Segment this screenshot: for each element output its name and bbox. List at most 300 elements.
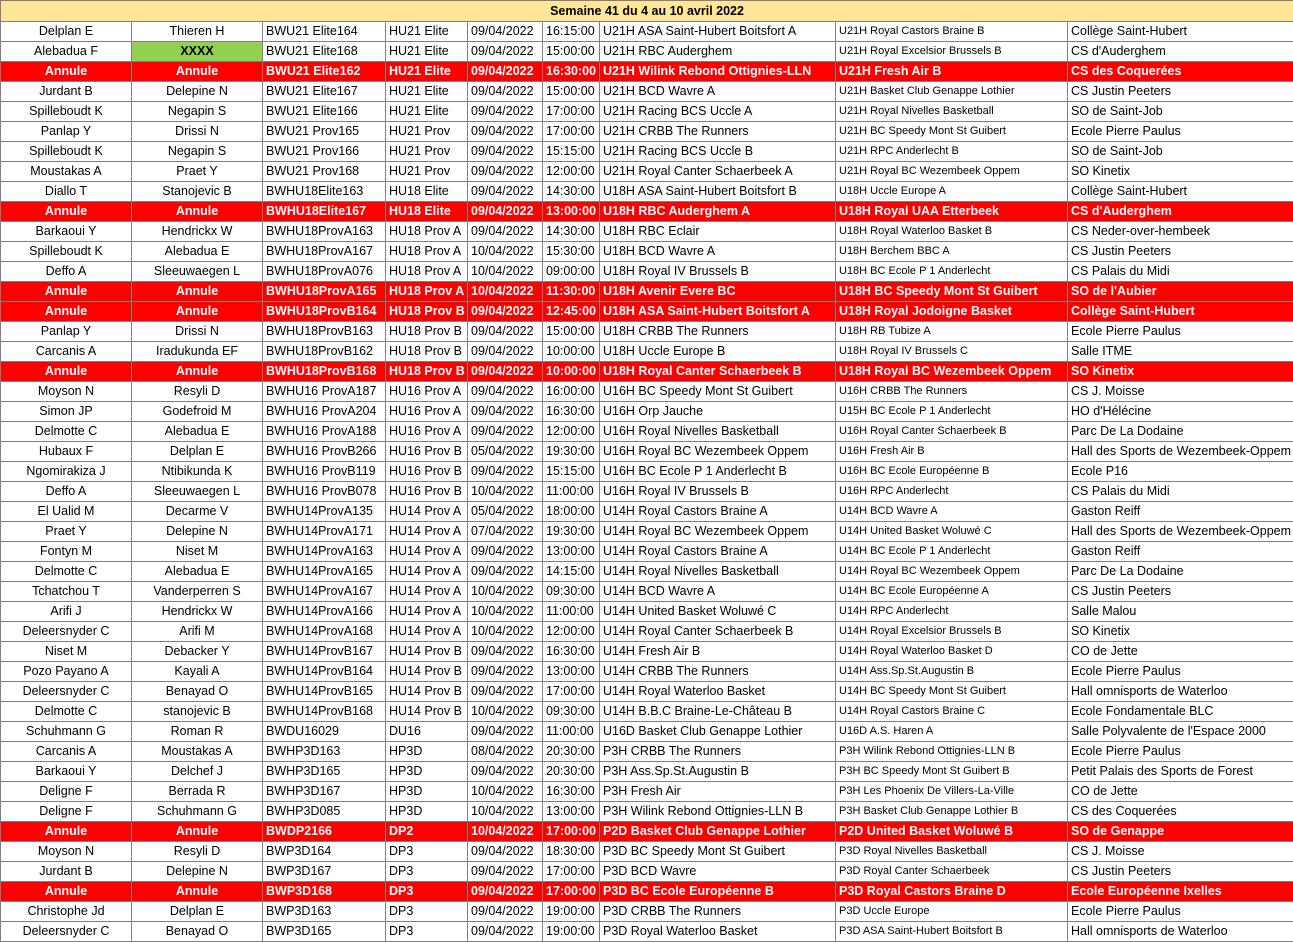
away-team-cell[interactable]: U14H BC Ecole P 1 Anderlecht bbox=[836, 542, 1068, 562]
time-cell[interactable]: 17:00:00 bbox=[543, 682, 600, 702]
division-cell[interactable]: HU21 Prov bbox=[386, 122, 468, 142]
referee-2-cell[interactable]: Berrada R bbox=[132, 782, 263, 802]
referee-1-cell[interactable]: Moyson N bbox=[1, 842, 132, 862]
date-cell[interactable]: 09/04/2022 bbox=[468, 862, 543, 882]
division-cell[interactable]: HU18 Prov A bbox=[386, 262, 468, 282]
referee-1-cell[interactable]: Panlap Y bbox=[1, 322, 132, 342]
referee-1-cell[interactable]: Spilleboudt K bbox=[1, 102, 132, 122]
match-code-cell[interactable]: BWDU16029 bbox=[263, 722, 386, 742]
referee-2-cell[interactable]: Drissi N bbox=[132, 122, 263, 142]
date-cell[interactable]: 10/04/2022 bbox=[468, 702, 543, 722]
match-code-cell[interactable]: BWHU14ProvA168 bbox=[263, 622, 386, 642]
date-cell[interactable]: 09/04/2022 bbox=[468, 82, 543, 102]
referee-2-cell[interactable]: Niset M bbox=[132, 542, 263, 562]
referee-1-cell[interactable]: Fontyn M bbox=[1, 542, 132, 562]
referee-2-cell[interactable]: Thieren H bbox=[132, 22, 263, 42]
away-team-cell[interactable]: U16D A.S. Haren A bbox=[836, 722, 1068, 742]
referee-2-cell[interactable]: Vanderperren S bbox=[132, 582, 263, 602]
referee-2-cell[interactable]: Decarme V bbox=[132, 502, 263, 522]
time-cell[interactable]: 10:00:00 bbox=[543, 362, 600, 382]
time-cell[interactable]: 11:00:00 bbox=[543, 602, 600, 622]
away-team-cell[interactable]: P3D Royal Castors Braine D bbox=[836, 882, 1068, 902]
venue-cell[interactable]: Collège Saint-Hubert bbox=[1068, 302, 1293, 322]
date-cell[interactable]: 07/04/2022 bbox=[468, 522, 543, 542]
referee-2-cell[interactable]: Delepine N bbox=[132, 522, 263, 542]
referee-1-cell[interactable]: Annule bbox=[1, 302, 132, 322]
venue-cell[interactable]: SO de Genappe bbox=[1068, 822, 1293, 842]
division-cell[interactable]: HU16 Prov A bbox=[386, 422, 468, 442]
match-code-cell[interactable]: BWHU18ProvA165 bbox=[263, 282, 386, 302]
time-cell[interactable]: 15:00:00 bbox=[543, 42, 600, 62]
time-cell[interactable]: 17:00:00 bbox=[543, 862, 600, 882]
time-cell[interactable]: 16:00:00 bbox=[543, 382, 600, 402]
date-cell[interactable]: 10/04/2022 bbox=[468, 582, 543, 602]
division-cell[interactable]: HU14 Prov A bbox=[386, 562, 468, 582]
time-cell[interactable]: 11:00:00 bbox=[543, 482, 600, 502]
division-cell[interactable]: HU21 Elite bbox=[386, 42, 468, 62]
date-cell[interactable]: 05/04/2022 bbox=[468, 442, 543, 462]
referee-1-cell[interactable]: Arifi J bbox=[1, 602, 132, 622]
date-cell[interactable]: 09/04/2022 bbox=[468, 922, 543, 942]
division-cell[interactable]: HP3D bbox=[386, 762, 468, 782]
division-cell[interactable]: DP3 bbox=[386, 842, 468, 862]
referee-2-cell[interactable]: Sleeuwaegen L bbox=[132, 262, 263, 282]
division-cell[interactable]: HU21 Prov bbox=[386, 142, 468, 162]
away-team-cell[interactable]: U21H Fresh Air B bbox=[836, 62, 1068, 82]
referee-1-cell[interactable]: Moyson N bbox=[1, 382, 132, 402]
home-team-cell[interactable]: U21H RBC Auderghem bbox=[600, 42, 836, 62]
venue-cell[interactable]: SO de Saint-Job bbox=[1068, 142, 1293, 162]
home-team-cell[interactable]: P3D BCD Wavre bbox=[600, 862, 836, 882]
date-cell[interactable]: 09/04/2022 bbox=[468, 902, 543, 922]
referee-2-cell[interactable]: Delepine N bbox=[132, 82, 263, 102]
match-code-cell[interactable]: BWU21 Prov168 bbox=[263, 162, 386, 182]
venue-cell[interactable]: Collège Saint-Hubert bbox=[1068, 182, 1293, 202]
away-team-cell[interactable]: U21H Royal Excelsior Brussels B bbox=[836, 42, 1068, 62]
venue-cell[interactable]: Petit Palais des Sports de Forest bbox=[1068, 762, 1293, 782]
division-cell[interactable]: HU16 Prov B bbox=[386, 462, 468, 482]
time-cell[interactable]: 16:30:00 bbox=[543, 782, 600, 802]
referee-2-cell[interactable]: Benayad O bbox=[132, 922, 263, 942]
division-cell[interactable]: HU21 Elite bbox=[386, 82, 468, 102]
home-team-cell[interactable]: P3D BC Ecole Européenne B bbox=[600, 882, 836, 902]
home-team-cell[interactable]: U18H BCD Wavre A bbox=[600, 242, 836, 262]
referee-1-cell[interactable]: Tchatchou T bbox=[1, 582, 132, 602]
date-cell[interactable]: 09/04/2022 bbox=[468, 562, 543, 582]
date-cell[interactable]: 10/04/2022 bbox=[468, 482, 543, 502]
match-code-cell[interactable]: BWHU16 ProvA188 bbox=[263, 422, 386, 442]
venue-cell[interactable]: Hall omnisports de Waterloo bbox=[1068, 682, 1293, 702]
home-team-cell[interactable]: U21H BCD Wavre A bbox=[600, 82, 836, 102]
home-team-cell[interactable]: U16H Royal IV Brussels B bbox=[600, 482, 836, 502]
date-cell[interactable]: 10/04/2022 bbox=[468, 602, 543, 622]
match-code-cell[interactable]: BWHU16 ProvA187 bbox=[263, 382, 386, 402]
referee-1-cell[interactable]: Barkaoui Y bbox=[1, 762, 132, 782]
home-team-cell[interactable]: U16H BC Speedy Mont St Guibert bbox=[600, 382, 836, 402]
referee-2-cell[interactable]: Arifi M bbox=[132, 622, 263, 642]
division-cell[interactable]: HP3D bbox=[386, 742, 468, 762]
date-cell[interactable]: 09/04/2022 bbox=[468, 342, 543, 362]
home-team-cell[interactable]: U21H Royal Canter Schaerbeek A bbox=[600, 162, 836, 182]
date-cell[interactable]: 09/04/2022 bbox=[468, 682, 543, 702]
referee-1-cell[interactable]: Annule bbox=[1, 362, 132, 382]
time-cell[interactable]: 12:00:00 bbox=[543, 422, 600, 442]
referee-2-cell[interactable]: Annule bbox=[132, 282, 263, 302]
referee-1-cell[interactable]: Deleersnyder C bbox=[1, 682, 132, 702]
match-code-cell[interactable]: BWU21 Elite168 bbox=[263, 42, 386, 62]
away-team-cell[interactable]: U14H Royal Waterloo Basket D bbox=[836, 642, 1068, 662]
home-team-cell[interactable]: U16H BC Ecole P 1 Anderlecht B bbox=[600, 462, 836, 482]
division-cell[interactable]: HP3D bbox=[386, 802, 468, 822]
division-cell[interactable]: HU18 Prov A bbox=[386, 242, 468, 262]
home-team-cell[interactable]: U16H Royal BC Wezembeek Oppem bbox=[600, 442, 836, 462]
referee-2-cell[interactable]: Stanojevic B bbox=[132, 182, 263, 202]
referee-2-cell[interactable]: Resyli D bbox=[132, 842, 263, 862]
time-cell[interactable]: 12:00:00 bbox=[543, 622, 600, 642]
referee-2-cell[interactable]: Annule bbox=[132, 202, 263, 222]
date-cell[interactable]: 09/04/2022 bbox=[468, 22, 543, 42]
home-team-cell[interactable]: U16D Basket Club Genappe Lothier bbox=[600, 722, 836, 742]
venue-cell[interactable]: Ecole P16 bbox=[1068, 462, 1293, 482]
match-code-cell[interactable]: BWHU18Elite163 bbox=[263, 182, 386, 202]
date-cell[interactable]: 09/04/2022 bbox=[468, 162, 543, 182]
referee-1-cell[interactable]: Annule bbox=[1, 882, 132, 902]
venue-cell[interactable]: Ecole Pierre Paulus bbox=[1068, 322, 1293, 342]
home-team-cell[interactable]: U21H Wilink Rebond Ottignies-LLN bbox=[600, 62, 836, 82]
match-code-cell[interactable]: BWP3D164 bbox=[263, 842, 386, 862]
division-cell[interactable]: HU18 Prov A bbox=[386, 282, 468, 302]
time-cell[interactable]: 18:30:00 bbox=[543, 842, 600, 862]
referee-1-cell[interactable]: Simon JP bbox=[1, 402, 132, 422]
home-team-cell[interactable]: P3H Ass.Sp.St.Augustin B bbox=[600, 762, 836, 782]
referee-2-cell[interactable]: Hendrickx W bbox=[132, 602, 263, 622]
away-team-cell[interactable]: P3D Royal Nivelles Basketball bbox=[836, 842, 1068, 862]
time-cell[interactable]: 09:30:00 bbox=[543, 702, 600, 722]
referee-2-cell[interactable]: Hendrickx W bbox=[132, 222, 263, 242]
date-cell[interactable]: 09/04/2022 bbox=[468, 762, 543, 782]
home-team-cell[interactable]: P3H CRBB The Runners bbox=[600, 742, 836, 762]
time-cell[interactable]: 11:30:00 bbox=[543, 282, 600, 302]
away-team-cell[interactable]: U14H Royal Excelsior Brussels B bbox=[836, 622, 1068, 642]
match-code-cell[interactable]: BWP3D168 bbox=[263, 882, 386, 902]
referee-2-cell[interactable]: Delplan E bbox=[132, 442, 263, 462]
venue-cell[interactable]: CS Justin Peeters bbox=[1068, 82, 1293, 102]
time-cell[interactable]: 14:30:00 bbox=[543, 222, 600, 242]
home-team-cell[interactable]: U14H Royal Nivelles Basketball bbox=[600, 562, 836, 582]
division-cell[interactable]: DP2 bbox=[386, 822, 468, 842]
away-team-cell[interactable]: U18H RB Tubize A bbox=[836, 322, 1068, 342]
referee-1-cell[interactable]: Schuhmann G bbox=[1, 722, 132, 742]
division-cell[interactable]: HU16 Prov B bbox=[386, 442, 468, 462]
home-team-cell[interactable]: U18H RBC Eclair bbox=[600, 222, 836, 242]
venue-cell[interactable]: Ecole Pierre Paulus bbox=[1068, 122, 1293, 142]
time-cell[interactable]: 13:00:00 bbox=[543, 802, 600, 822]
time-cell[interactable]: 15:15:00 bbox=[543, 462, 600, 482]
division-cell[interactable]: DP3 bbox=[386, 902, 468, 922]
referee-1-cell[interactable]: Spilleboudt K bbox=[1, 242, 132, 262]
away-team-cell[interactable]: U18H Uccle Europe A bbox=[836, 182, 1068, 202]
date-cell[interactable]: 09/04/2022 bbox=[468, 722, 543, 742]
referee-1-cell[interactable]: Panlap Y bbox=[1, 122, 132, 142]
away-team-cell[interactable]: U18H Royal UAA Etterbeek bbox=[836, 202, 1068, 222]
home-team-cell[interactable]: U18H Avenir Evere BC bbox=[600, 282, 836, 302]
away-team-cell[interactable]: U14H Ass.Sp.St.Augustin B bbox=[836, 662, 1068, 682]
date-cell[interactable]: 09/04/2022 bbox=[468, 62, 543, 82]
date-cell[interactable]: 09/04/2022 bbox=[468, 382, 543, 402]
home-team-cell[interactable]: U18H Royal Canter Schaerbeek B bbox=[600, 362, 836, 382]
match-code-cell[interactable]: BWHU18ProvB164 bbox=[263, 302, 386, 322]
referee-2-cell[interactable]: Resyli D bbox=[132, 382, 263, 402]
away-team-cell[interactable]: U21H BC Speedy Mont St Guibert bbox=[836, 122, 1068, 142]
referee-1-cell[interactable]: Praet Y bbox=[1, 522, 132, 542]
home-team-cell[interactable]: U18H Royal IV Brussels B bbox=[600, 262, 836, 282]
time-cell[interactable]: 18:00:00 bbox=[543, 502, 600, 522]
home-team-cell[interactable]: U14H Fresh Air B bbox=[600, 642, 836, 662]
referee-2-cell[interactable]: Annule bbox=[132, 882, 263, 902]
referee-1-cell[interactable]: Delmotte C bbox=[1, 422, 132, 442]
home-team-cell[interactable]: U14H BCD Wavre A bbox=[600, 582, 836, 602]
date-cell[interactable]: 10/04/2022 bbox=[468, 802, 543, 822]
away-team-cell[interactable]: U14H RPC Anderlecht bbox=[836, 602, 1068, 622]
away-team-cell[interactable]: U16H RPC Anderlecht bbox=[836, 482, 1068, 502]
home-team-cell[interactable]: U14H CRBB The Runners bbox=[600, 662, 836, 682]
venue-cell[interactable]: SO de Saint-Job bbox=[1068, 102, 1293, 122]
home-team-cell[interactable]: U14H Royal BC Wezembeek Oppem bbox=[600, 522, 836, 542]
match-code-cell[interactable]: BWHP3D163 bbox=[263, 742, 386, 762]
referee-2-cell[interactable]: Schuhmann G bbox=[132, 802, 263, 822]
venue-cell[interactable]: Ecole Fondamentale BLC bbox=[1068, 702, 1293, 722]
away-team-cell[interactable]: U18H Royal Waterloo Basket B bbox=[836, 222, 1068, 242]
referee-2-cell[interactable]: Delchef J bbox=[132, 762, 263, 782]
home-team-cell[interactable]: U14H Royal Castors Braine A bbox=[600, 542, 836, 562]
venue-cell[interactable]: CS Palais du Midi bbox=[1068, 262, 1293, 282]
division-cell[interactable]: HU18 Prov B bbox=[386, 342, 468, 362]
venue-cell[interactable]: Ecole Pierre Paulus bbox=[1068, 742, 1293, 762]
away-team-cell[interactable]: U18H Royal BC Wezembeek Oppem bbox=[836, 362, 1068, 382]
date-cell[interactable]: 10/04/2022 bbox=[468, 242, 543, 262]
venue-cell[interactable]: CS J. Moisse bbox=[1068, 842, 1293, 862]
division-cell[interactable]: HU14 Prov B bbox=[386, 642, 468, 662]
referee-1-cell[interactable]: Moustakas A bbox=[1, 162, 132, 182]
division-cell[interactable]: HU14 Prov B bbox=[386, 662, 468, 682]
home-team-cell[interactable]: U14H Royal Castors Braine A bbox=[600, 502, 836, 522]
away-team-cell[interactable]: U21H Basket Club Genappe Lothier bbox=[836, 82, 1068, 102]
venue-cell[interactable]: Salle ITME bbox=[1068, 342, 1293, 362]
date-cell[interactable]: 09/04/2022 bbox=[468, 842, 543, 862]
away-team-cell[interactable]: U18H BC Speedy Mont St Guibert bbox=[836, 282, 1068, 302]
match-code-cell[interactable]: BWHU18ProvB162 bbox=[263, 342, 386, 362]
venue-cell[interactable]: Hall omnisports de Waterloo bbox=[1068, 922, 1293, 942]
venue-cell[interactable]: CS Justin Peeters bbox=[1068, 862, 1293, 882]
date-cell[interactable]: 10/04/2022 bbox=[468, 822, 543, 842]
time-cell[interactable]: 13:00:00 bbox=[543, 662, 600, 682]
away-team-cell[interactable]: U18H Berchem BBC A bbox=[836, 242, 1068, 262]
referee-1-cell[interactable]: Deligne F bbox=[1, 782, 132, 802]
home-team-cell[interactable]: U14H B.B.C Braine-Le-Château B bbox=[600, 702, 836, 722]
away-team-cell[interactable]: U16H BC Ecole Européenne B bbox=[836, 462, 1068, 482]
away-team-cell[interactable]: U18H BC Ecole P 1 Anderlecht bbox=[836, 262, 1068, 282]
referee-2-cell[interactable]: Negapin S bbox=[132, 102, 263, 122]
away-team-cell[interactable]: U18H Royal Jodoigne Basket bbox=[836, 302, 1068, 322]
away-team-cell[interactable]: U21H Royal BC Wezembeek Oppem bbox=[836, 162, 1068, 182]
away-team-cell[interactable]: U18H Royal IV Brussels C bbox=[836, 342, 1068, 362]
referee-1-cell[interactable]: Deleersnyder C bbox=[1, 622, 132, 642]
home-team-cell[interactable]: U18H Uccle Europe B bbox=[600, 342, 836, 362]
division-cell[interactable]: HU18 Prov A bbox=[386, 222, 468, 242]
time-cell[interactable]: 17:00:00 bbox=[543, 882, 600, 902]
venue-cell[interactable]: SO de l'Aubier bbox=[1068, 282, 1293, 302]
away-team-cell[interactable]: P3H Wilink Rebond Ottignies-LLN B bbox=[836, 742, 1068, 762]
venue-cell[interactable]: CS d'Auderghem bbox=[1068, 42, 1293, 62]
match-code-cell[interactable]: BWHU16 ProvB119 bbox=[263, 462, 386, 482]
venue-cell[interactable]: Parc De La Dodaine bbox=[1068, 422, 1293, 442]
match-code-cell[interactable]: BWHU14ProvB168 bbox=[263, 702, 386, 722]
time-cell[interactable]: 09:30:00 bbox=[543, 582, 600, 602]
match-code-cell[interactable]: BWU21 Elite166 bbox=[263, 102, 386, 122]
division-cell[interactable]: HU18 Elite bbox=[386, 202, 468, 222]
division-cell[interactable]: HU16 Prov A bbox=[386, 402, 468, 422]
sheet-title[interactable]: Semaine 41 du 4 au 10 avril 2022 bbox=[1, 1, 1293, 22]
referee-2-cell[interactable]: stanojevic B bbox=[132, 702, 263, 722]
division-cell[interactable]: HU14 Prov B bbox=[386, 702, 468, 722]
match-code-cell[interactable]: BWHU14ProvA135 bbox=[263, 502, 386, 522]
division-cell[interactable]: HU21 Elite bbox=[386, 102, 468, 122]
match-code-cell[interactable]: BWHU16 ProvB078 bbox=[263, 482, 386, 502]
referee-2-cell[interactable]: Debacker Y bbox=[132, 642, 263, 662]
time-cell[interactable]: 15:00:00 bbox=[543, 322, 600, 342]
time-cell[interactable]: 20:30:00 bbox=[543, 762, 600, 782]
venue-cell[interactable]: CO de Jette bbox=[1068, 642, 1293, 662]
match-code-cell[interactable]: BWHU18ProvA167 bbox=[263, 242, 386, 262]
match-code-cell[interactable]: BWHU18Elite167 bbox=[263, 202, 386, 222]
match-code-cell[interactable]: BWHP3D085 bbox=[263, 802, 386, 822]
match-code-cell[interactable]: BWHU18ProvA076 bbox=[263, 262, 386, 282]
home-team-cell[interactable]: U21H Racing BCS Uccle B bbox=[600, 142, 836, 162]
division-cell[interactable]: DU16 bbox=[386, 722, 468, 742]
date-cell[interactable]: 08/04/2022 bbox=[468, 742, 543, 762]
division-cell[interactable]: HU14 Prov A bbox=[386, 622, 468, 642]
referee-1-cell[interactable]: Niset M bbox=[1, 642, 132, 662]
referee-1-cell[interactable]: Delmotte C bbox=[1, 562, 132, 582]
venue-cell[interactable]: Gaston Reiff bbox=[1068, 542, 1293, 562]
date-cell[interactable]: 09/04/2022 bbox=[468, 362, 543, 382]
referee-2-cell[interactable]: Alebadua E bbox=[132, 242, 263, 262]
referee-1-cell[interactable]: Jurdant B bbox=[1, 82, 132, 102]
home-team-cell[interactable]: U14H Royal Waterloo Basket bbox=[600, 682, 836, 702]
venue-cell[interactable]: Gaston Reiff bbox=[1068, 502, 1293, 522]
date-cell[interactable]: 09/04/2022 bbox=[468, 142, 543, 162]
venue-cell[interactable]: Collège Saint-Hubert bbox=[1068, 22, 1293, 42]
referee-2-cell[interactable]: Moustakas A bbox=[132, 742, 263, 762]
referee-2-cell[interactable]: Roman R bbox=[132, 722, 263, 742]
time-cell[interactable]: 10:00:00 bbox=[543, 342, 600, 362]
referee-1-cell[interactable]: Deffo A bbox=[1, 262, 132, 282]
home-team-cell[interactable]: U18H CRBB The Runners bbox=[600, 322, 836, 342]
venue-cell[interactable]: Ecole Européenne Ixelles bbox=[1068, 882, 1293, 902]
match-code-cell[interactable]: BWHU14ProvA166 bbox=[263, 602, 386, 622]
referee-2-cell[interactable]: Praet Y bbox=[132, 162, 263, 182]
home-team-cell[interactable]: U21H ASA Saint-Hubert Boitsfort A bbox=[600, 22, 836, 42]
referee-2-cell[interactable]: Delepine N bbox=[132, 862, 263, 882]
referee-1-cell[interactable]: Hubaux F bbox=[1, 442, 132, 462]
referee-1-cell[interactable]: Annule bbox=[1, 62, 132, 82]
away-team-cell[interactable]: U14H BC Speedy Mont St Guibert bbox=[836, 682, 1068, 702]
match-code-cell[interactable]: BWHU18ProvB168 bbox=[263, 362, 386, 382]
division-cell[interactable]: HU14 Prov A bbox=[386, 542, 468, 562]
division-cell[interactable]: HU18 Prov B bbox=[386, 322, 468, 342]
match-code-cell[interactable]: BWHP3D167 bbox=[263, 782, 386, 802]
time-cell[interactable]: 15:30:00 bbox=[543, 242, 600, 262]
time-cell[interactable]: 16:15:00 bbox=[543, 22, 600, 42]
venue-cell[interactable]: SO Kinetix bbox=[1068, 622, 1293, 642]
away-team-cell[interactable]: P3D Royal Canter Schaerbeek bbox=[836, 862, 1068, 882]
match-code-cell[interactable]: BWU21 Elite164 bbox=[263, 22, 386, 42]
match-code-cell[interactable]: BWP3D165 bbox=[263, 922, 386, 942]
division-cell[interactable]: DP3 bbox=[386, 922, 468, 942]
home-team-cell[interactable]: P3H Fresh Air bbox=[600, 782, 836, 802]
referee-1-cell[interactable]: Christophe Jd bbox=[1, 902, 132, 922]
referee-2-cell[interactable]: Negapin S bbox=[132, 142, 263, 162]
away-team-cell[interactable]: U21H Royal Nivelles Basketball bbox=[836, 102, 1068, 122]
match-code-cell[interactable]: BWU21 Prov165 bbox=[263, 122, 386, 142]
venue-cell[interactable]: Salle Polyvalente de l'Espace 2000 bbox=[1068, 722, 1293, 742]
date-cell[interactable]: 09/04/2022 bbox=[468, 462, 543, 482]
date-cell[interactable]: 09/04/2022 bbox=[468, 302, 543, 322]
date-cell[interactable]: 09/04/2022 bbox=[468, 322, 543, 342]
time-cell[interactable]: 17:00:00 bbox=[543, 822, 600, 842]
referee-2-cell[interactable]: Alebadua E bbox=[132, 422, 263, 442]
home-team-cell[interactable]: U14H United Basket Woluwé C bbox=[600, 602, 836, 622]
home-team-cell[interactable]: P3H Wilink Rebond Ottignies-LLN B bbox=[600, 802, 836, 822]
away-team-cell[interactable]: P3H Basket Club Genappe Lothier B bbox=[836, 802, 1068, 822]
referee-1-cell[interactable]: El Ualid M bbox=[1, 502, 132, 522]
time-cell[interactable]: 16:30:00 bbox=[543, 62, 600, 82]
referee-1-cell[interactable]: Spilleboudt K bbox=[1, 142, 132, 162]
match-code-cell[interactable]: BWHU14ProvA167 bbox=[263, 582, 386, 602]
date-cell[interactable]: 05/04/2022 bbox=[468, 502, 543, 522]
referee-1-cell[interactable]: Carcanis A bbox=[1, 342, 132, 362]
away-team-cell[interactable]: U16H Royal Canter Schaerbeek B bbox=[836, 422, 1068, 442]
match-code-cell[interactable]: BWU21 Prov166 bbox=[263, 142, 386, 162]
match-code-cell[interactable]: BWU21 Elite167 bbox=[263, 82, 386, 102]
referee-1-cell[interactable]: Deffo A bbox=[1, 482, 132, 502]
time-cell[interactable]: 13:00:00 bbox=[543, 202, 600, 222]
division-cell[interactable]: HU21 Prov bbox=[386, 162, 468, 182]
match-code-cell[interactable]: BWHU14ProvB165 bbox=[263, 682, 386, 702]
match-code-cell[interactable]: BWP3D167 bbox=[263, 862, 386, 882]
date-cell[interactable]: 09/04/2022 bbox=[468, 42, 543, 62]
away-team-cell[interactable]: U14H Royal Castors Braine C bbox=[836, 702, 1068, 722]
venue-cell[interactable]: CS Justin Peeters bbox=[1068, 582, 1293, 602]
home-team-cell[interactable]: U16H Orp Jauche bbox=[600, 402, 836, 422]
away-team-cell[interactable]: U14H BC Ecole Européenne A bbox=[836, 582, 1068, 602]
match-code-cell[interactable]: BWHU14ProvA163 bbox=[263, 542, 386, 562]
time-cell[interactable]: 17:00:00 bbox=[543, 122, 600, 142]
referee-1-cell[interactable]: Annule bbox=[1, 822, 132, 842]
time-cell[interactable]: 16:30:00 bbox=[543, 642, 600, 662]
venue-cell[interactable]: CS J. Moisse bbox=[1068, 382, 1293, 402]
home-team-cell[interactable]: U16H Royal Nivelles Basketball bbox=[600, 422, 836, 442]
division-cell[interactable]: HU14 Prov A bbox=[386, 602, 468, 622]
match-code-cell[interactable]: BWHU14ProvA171 bbox=[263, 522, 386, 542]
referee-1-cell[interactable]: Delmotte C bbox=[1, 702, 132, 722]
referee-2-cell[interactable]: Annule bbox=[132, 302, 263, 322]
venue-cell[interactable]: Salle Malou bbox=[1068, 602, 1293, 622]
date-cell[interactable]: 09/04/2022 bbox=[468, 402, 543, 422]
away-team-cell[interactable]: P2D United Basket Woluwé B bbox=[836, 822, 1068, 842]
match-code-cell[interactable]: BWHU14ProvB164 bbox=[263, 662, 386, 682]
date-cell[interactable]: 09/04/2022 bbox=[468, 662, 543, 682]
